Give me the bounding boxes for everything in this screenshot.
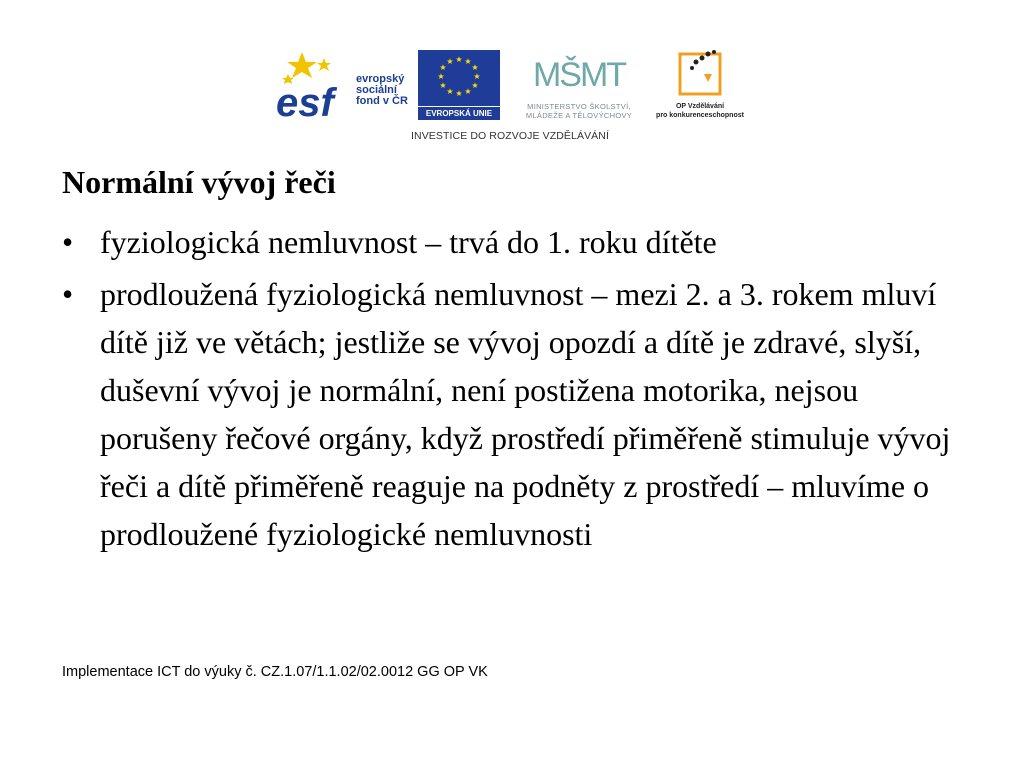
- svg-text:★: ★: [446, 87, 454, 96]
- svg-text:★: ★: [471, 81, 479, 90]
- svg-text:★: ★: [464, 87, 472, 96]
- msmt-line: MLÁDEŽE A TĚLOVÝCHOVY: [525, 111, 633, 120]
- svg-text:★: ★: [473, 72, 481, 81]
- logo-tagline: INVESTICE DO ROZVOJE VZDĚLÁVÁNÍ: [411, 130, 609, 142]
- msmt-line: MINISTERSTVO ŠKOLSTVÍ,: [527, 102, 631, 111]
- eu-stars-icon: [418, 50, 500, 106]
- op-caption: [652, 102, 748, 120]
- msmt-logo: [508, 46, 650, 126]
- op-line: OP Vzdělávání: [675, 103, 725, 110]
- bullet-text: prodloužená fyziologická nemluvnost – mezi 2. a 3. rokem mluví dítě již ve větách; jestliže se vývoj opozdí a dítě je zdravé, slyší, duševní vývoj je normální, není postižena motorika, nejsou porušeny řečové orgány, když prostředí přiměřeně stimuluje vývoj řeči a dítě přiměřeně reaguje na podněty z prostředí – mluvíme o prodloužené fyziologické nemluvnosti: [100, 276, 951, 552]
- bullet-symbol: •: [62, 224, 74, 260]
- esf-caption: [356, 74, 408, 107]
- esf-line: sociální: [356, 84, 397, 96]
- esf-emblem-icon: [274, 44, 354, 124]
- svg-text:★: ★: [455, 89, 463, 98]
- logo-bar: [270, 40, 750, 148]
- bullet-item: [62, 270, 962, 558]
- svg-text:★: ★: [439, 81, 447, 90]
- eu-logo: [418, 50, 500, 122]
- esf-logo: [274, 44, 414, 124]
- svg-text:MŠMT: MŠMT: [532, 56, 626, 94]
- msmt-emblem-icon: [508, 46, 650, 102]
- op-line: pro konkurenceschopnost: [656, 112, 744, 119]
- footer-text: Implementace ICT do výuky č. CZ.1.07/1.1.02/02.0012 GG OP VK: [62, 664, 488, 680]
- bullet-symbol: •: [62, 276, 74, 312]
- slide-title: Normální vývoj řeči: [62, 164, 336, 200]
- svg-text:★: ★: [471, 63, 479, 72]
- op-logo: [652, 44, 748, 128]
- bullet-item: [62, 218, 962, 266]
- svg-text:esf: esf: [276, 81, 334, 124]
- svg-text:★: ★: [464, 57, 472, 66]
- svg-text:★: ★: [446, 57, 454, 66]
- svg-text:★: ★: [455, 55, 463, 64]
- op-emblem-icon: [652, 44, 748, 102]
- svg-text:★: ★: [437, 72, 445, 81]
- esf-line: fond v ČR: [356, 95, 408, 107]
- bullet-text: fyziologická nemluvnost – trvá do 1. roku dítěte: [100, 224, 717, 260]
- eu-flag: [418, 50, 500, 106]
- svg-text:★: ★: [439, 63, 447, 72]
- esf-line: evropský: [356, 73, 405, 85]
- bullet-list: [62, 218, 962, 562]
- eu-caption: EVROPSKÁ UNIE: [418, 107, 500, 120]
- msmt-caption: [508, 102, 650, 120]
